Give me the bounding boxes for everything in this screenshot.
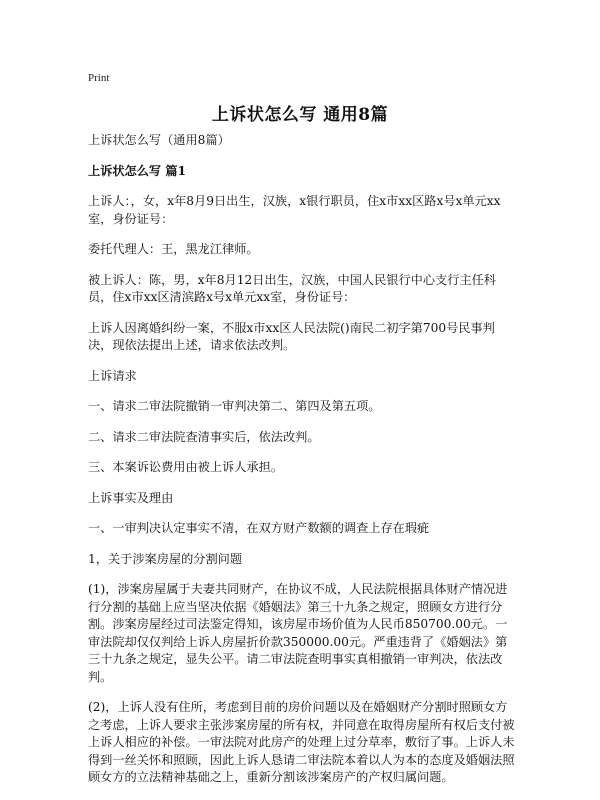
- agent-info: 委托代理人：王，黑龙江律师。: [88, 242, 259, 256]
- print-label: Print: [88, 72, 110, 84]
- facts-point: 一、一审判决认定事实不清，在双方财产数额的调查上存在瑕疵: [88, 521, 430, 535]
- facts-paragraph: (2)，上诉人没有住所，考虑到目前的房价问题以及在婚姻财产分割时照顾女方之考虑，上诉人要求主张涉案房屋的所有权，并同意在取得房屋所有权后支付被上诉人相应的补偿。一审法院对此房产的处理上过分草率，敷衍了事。上诉人未得到一丝关怀和照顾，因此上诉人恳请二审法院本着以人为本的态度及婚姻法照顾女方的立法精神基础之上，重新分割该涉案房产的产权归属问题。: [88, 700, 515, 784]
- request-item: 三、本案诉讼费用由被上诉人承担。: [88, 460, 283, 474]
- section-heading: 上诉状怎么写 篇1: [88, 163, 187, 178]
- request-item: 二、请求二审法院查清事实后，依法改判。: [88, 429, 320, 444]
- facts-heading: 上诉事实及理由: [88, 490, 174, 505]
- appellant-info: 上诉人：，女，x年8月9日出生，汉族，x银行职员，住x市xx区路x号x单元xx室，身份证号：: [88, 194, 501, 226]
- appeal-statement: 上诉人因离婚纠纷一案，不服x市xx区人民法院()南民二初字第700号民事判决，现依法提出上述，请求依法改判。: [88, 320, 495, 352]
- request-item: 一、请求二审法院撤销一审判决第二、第四及第五项。: [88, 399, 381, 413]
- subtitle: 上诉状怎么写（通用8篇）: [88, 133, 230, 147]
- facts-paragraph: (1)，涉案房屋属于夫妻共同财产，在协议不成，人民法院根据具体财产情况进行分割的基础上应当坚决依据《婚姻法》第三十九条之规定，照顾女方进行分割。涉案房屋经过司法鉴定得知，该房屋市场价值为人民币850700.00元。一审法院却仅仅判给上诉人房屋折价款350000.00元。严重违背了《婚姻法》第三十九条之规定，显失公平。请二审法院查明事实真相撤销一审判决，依法改判。: [88, 582, 508, 684]
- facts-subpoint: 1，关于涉案房屋的分割问题: [88, 551, 243, 566]
- appellee-info: 被上诉人：陈，男，x年8月12日出生，汉族，中国人民银行中心支行主任科员，住x市xx区清滨路x号x单元xx室，身份证号：: [88, 272, 496, 304]
- requests-heading: 上诉请求: [88, 368, 137, 383]
- document-body: [88, 132, 516, 800]
- page-title: 上诉状怎么写 通用8篇: [211, 105, 389, 125]
